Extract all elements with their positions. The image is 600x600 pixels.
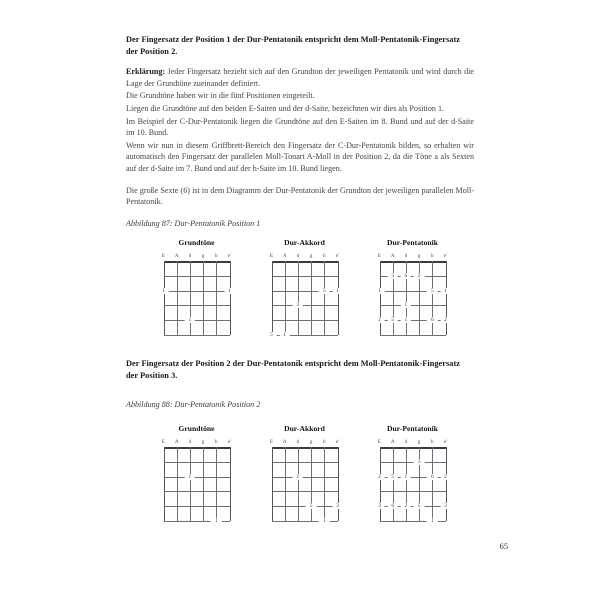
string-label: A: [282, 439, 287, 445]
fret-note-number: 3: [374, 503, 385, 509]
string-label: g: [417, 439, 421, 445]
fret-note-number: 5: [306, 503, 317, 509]
fret-note-number: 6: [427, 474, 438, 480]
fretboard-diagram: [257, 238, 352, 338]
string-label: h: [323, 439, 326, 445]
string-line: [230, 447, 231, 521]
string-label: d: [188, 439, 192, 445]
fretboard-diagram: [257, 424, 352, 524]
diagram-title: Grundtöne: [178, 238, 215, 247]
string-line: [216, 261, 217, 335]
string-label: d: [404, 439, 408, 445]
string-labels: [161, 253, 232, 260]
string-labels: [377, 253, 448, 260]
string-label: h: [215, 253, 218, 259]
fretboard-diagram: [149, 424, 244, 524]
caption-spacer-2: [126, 390, 474, 399]
string-label: g: [417, 253, 421, 259]
section-2-text: [126, 358, 474, 411]
string-label: A: [390, 253, 395, 259]
fret-note-number: 2: [374, 474, 385, 480]
fret-note-number: 1: [224, 288, 235, 294]
string-line: [446, 447, 447, 521]
fret-note-number: 3: [332, 503, 343, 509]
fret-note-number: 1: [401, 302, 412, 308]
string-label: e': [443, 439, 448, 445]
diagram-title: Dur-Pentatonik: [386, 238, 439, 247]
string-line: [432, 447, 433, 521]
fret-note-number: 5: [387, 474, 398, 480]
figure-87-diagrams: [149, 238, 600, 338]
fretboard-grid: [380, 261, 446, 335]
string-label: e': [227, 253, 232, 259]
string-line: [338, 447, 339, 521]
string-label: h: [431, 439, 434, 445]
figure-87-caption: Abbildung 87: Dur-Pentatonik Position 1: [126, 218, 261, 228]
section-1-paragraph-1: Die Grundtöne haben wir in die fünf Positionen eingeteilt.: [126, 91, 315, 101]
fret-line: [272, 276, 338, 277]
fret-line: [164, 291, 230, 292]
fret-line: [164, 477, 230, 478]
fret-note-number: 5: [414, 503, 425, 509]
string-line: [298, 447, 299, 521]
string-line: [380, 447, 381, 521]
string-label: g: [309, 253, 313, 259]
nut-line: [164, 447, 230, 449]
fret-note-number: 1: [279, 332, 290, 338]
fret-line: [164, 335, 230, 336]
string-labels: [377, 439, 448, 446]
string-label: d: [296, 253, 300, 259]
string-line: [230, 261, 231, 335]
string-label: E: [377, 439, 382, 445]
fret-line: [272, 506, 338, 507]
fret-note-number: 6: [401, 273, 412, 279]
string-line: [272, 447, 273, 521]
fret-note-number: 3: [293, 302, 304, 308]
fret-line: [164, 506, 230, 507]
string-label: d: [188, 253, 192, 259]
diagram-title: Dur-Akkord: [284, 424, 325, 433]
fret-note-number: 3: [387, 273, 398, 279]
fret-note-number: 1: [185, 474, 196, 480]
section-2-heading: Der Fingersatz der Position 2 der Dur-Pentatonik entspricht dem Moll-Pentatonik-Fingersatz der Position 3.: [126, 359, 460, 380]
fretboard-diagram: [365, 424, 460, 524]
string-label: h: [215, 439, 218, 445]
page-number: 65: [499, 542, 508, 551]
fretboard-grid: [164, 447, 230, 524]
section-1-paragraph-5: Die große Sexte (6) ist in dem Diagramm der Dur-Pentatonik der Grundton der jeweiligen parallelen Moll-Pentatonik.: [126, 185, 474, 207]
string-line: [446, 261, 447, 335]
fret-line: [380, 335, 446, 336]
fret-line: [272, 305, 338, 306]
fret-note-number: 1: [319, 518, 330, 524]
nut-line: [164, 261, 230, 263]
section-1-paragraph-0: [126, 66, 474, 89]
fret-note-number: 2: [374, 317, 385, 323]
string-line: [380, 261, 381, 335]
string-line: [432, 261, 433, 335]
nut-line: [380, 447, 446, 449]
string-labels: [161, 439, 232, 446]
string-label: g: [201, 253, 205, 259]
string-line: [324, 447, 325, 521]
fret-line: [272, 320, 338, 321]
string-label: h: [431, 253, 434, 259]
string-label: d: [404, 253, 408, 259]
fret-note-number: 6: [387, 503, 398, 509]
fret-note-number: 2: [440, 474, 451, 480]
string-line: [285, 447, 286, 521]
diagram-title: Grundtöne: [178, 424, 215, 433]
nut-line: [272, 447, 338, 449]
diagram-title: Dur-Akkord: [284, 238, 325, 247]
string-label: A: [390, 439, 395, 445]
fret-note-number: 1: [440, 288, 451, 294]
string-label: A: [174, 439, 179, 445]
string-line: [338, 261, 339, 335]
fret-line: [164, 320, 230, 321]
string-line: [406, 447, 407, 521]
string-line: [203, 447, 204, 521]
nut-line: [380, 261, 446, 263]
string-label: h: [323, 253, 326, 259]
fret-note-number: 1: [158, 288, 169, 294]
string-label: e': [227, 439, 232, 445]
fret-line: [380, 462, 446, 463]
fret-line: [380, 305, 446, 306]
fret-note-number: 5: [319, 288, 330, 294]
string-label: g: [201, 439, 205, 445]
string-line: [272, 261, 273, 335]
nut-line: [272, 261, 338, 263]
erklaerung-label: Erklärung:: [126, 67, 166, 77]
fretboard-grid: [164, 261, 230, 335]
section-1-heading: Der Fingersatz der Position 1 der Dur-Pentatonik entspricht dem Moll-Pentatonik-Fingersatz der Position 2.: [126, 35, 460, 56]
fret-line: [164, 491, 230, 492]
fretboard-grid: [270, 261, 339, 338]
paragraph-text: Jeder Fingersatz bezieht sich auf den Grundton der jeweiligen Pentatonik und wird durch die Lage der Grundtöne zueinander definiert.: [126, 67, 474, 88]
fret-note-number: 1: [374, 288, 385, 294]
string-label: E: [269, 439, 274, 445]
fret-note-number: 1: [401, 317, 412, 323]
fret-line: [164, 276, 230, 277]
string-line: [203, 261, 204, 335]
string-label: g: [309, 439, 313, 445]
string-line: [311, 447, 312, 521]
string-label: d: [296, 439, 300, 445]
string-label: E: [161, 439, 166, 445]
paragraph-spacer: [126, 176, 474, 185]
string-line: [285, 261, 286, 335]
string-label: E: [269, 253, 274, 259]
section-1-paragraph-2: Liegen die Grundtöne auf den beiden E-Saiten und der d-Saite, bezeichnen wir dies als Position 1.: [126, 103, 445, 113]
string-line: [177, 447, 178, 521]
fret-line: [164, 305, 230, 306]
string-line: [164, 261, 165, 335]
figure-88-caption: Abbildung 88: Dur-Pentatonik Position 2: [126, 400, 261, 410]
string-label: A: [282, 253, 287, 259]
string-labels: [269, 439, 340, 446]
string-labels: [269, 253, 340, 260]
string-line: [190, 447, 191, 521]
fret-note-number: 6: [427, 317, 438, 323]
fretboard-grid: [378, 447, 447, 524]
fret-note-number: 1: [332, 288, 343, 294]
section-1-text: [126, 34, 474, 229]
string-line: [324, 261, 325, 335]
fret-note-number: 1: [293, 474, 304, 480]
fret-note-number: 2: [401, 503, 412, 509]
string-label: A: [174, 253, 179, 259]
section-1-paragraph-4: Wenn wir nun in diesem Griffbrett-Bereich den Fingersatz der C-Dur-Pentatonik bilden, so erhalten wir automatisch den Fingersatz der parallelen Moll-Tonart A-Moll in der Position 2, da die Töne a als Sexten auf der d-Saite im 7. Bund und auf der h-Saite im 10. Bund liegen.: [126, 140, 474, 173]
fret-note-number: 1: [211, 518, 222, 524]
fretboard-grid: [272, 447, 339, 524]
string-line: [190, 261, 191, 335]
string-line: [393, 447, 394, 521]
figure-88-diagrams: [149, 424, 600, 524]
string-label: e': [335, 439, 340, 445]
string-line: [177, 261, 178, 335]
string-line: [164, 447, 165, 521]
fret-line: [380, 491, 446, 492]
fret-note-number: 5: [266, 332, 277, 338]
fret-note-number: 5: [427, 288, 438, 294]
string-line: [298, 261, 299, 335]
fret-line: [272, 462, 338, 463]
string-label: E: [377, 253, 382, 259]
fret-note-number: 1: [401, 474, 412, 480]
section-1-paragraph-3: Im Beispiel der C-Dur-Pentatonik liegen die Grundtöne auf den E-Saiten im 8. Bund und auf der d-Saite im 10. Bund.: [126, 116, 474, 138]
fret-note-number: 3: [440, 503, 451, 509]
string-label: E: [161, 253, 166, 259]
diagram-title: Dur-Pentatonik: [386, 424, 439, 433]
fret-line: [164, 462, 230, 463]
fret-note-number: 1: [185, 317, 196, 323]
fret-note-number: 2: [414, 273, 425, 279]
fret-note-number: 5: [387, 317, 398, 323]
fret-line: [272, 491, 338, 492]
fret-note-number: 1: [427, 518, 438, 524]
caption-spacer: [126, 209, 474, 218]
fretboard-diagram: [365, 238, 460, 335]
string-line: [311, 261, 312, 335]
fret-line: [272, 477, 338, 478]
fretboard-diagram: [149, 238, 244, 335]
fret-note-number: 3: [414, 459, 425, 465]
fret-note-number: 2: [440, 317, 451, 323]
string-label: e': [335, 253, 340, 259]
string-line: [216, 447, 217, 521]
string-label: e': [443, 253, 448, 259]
